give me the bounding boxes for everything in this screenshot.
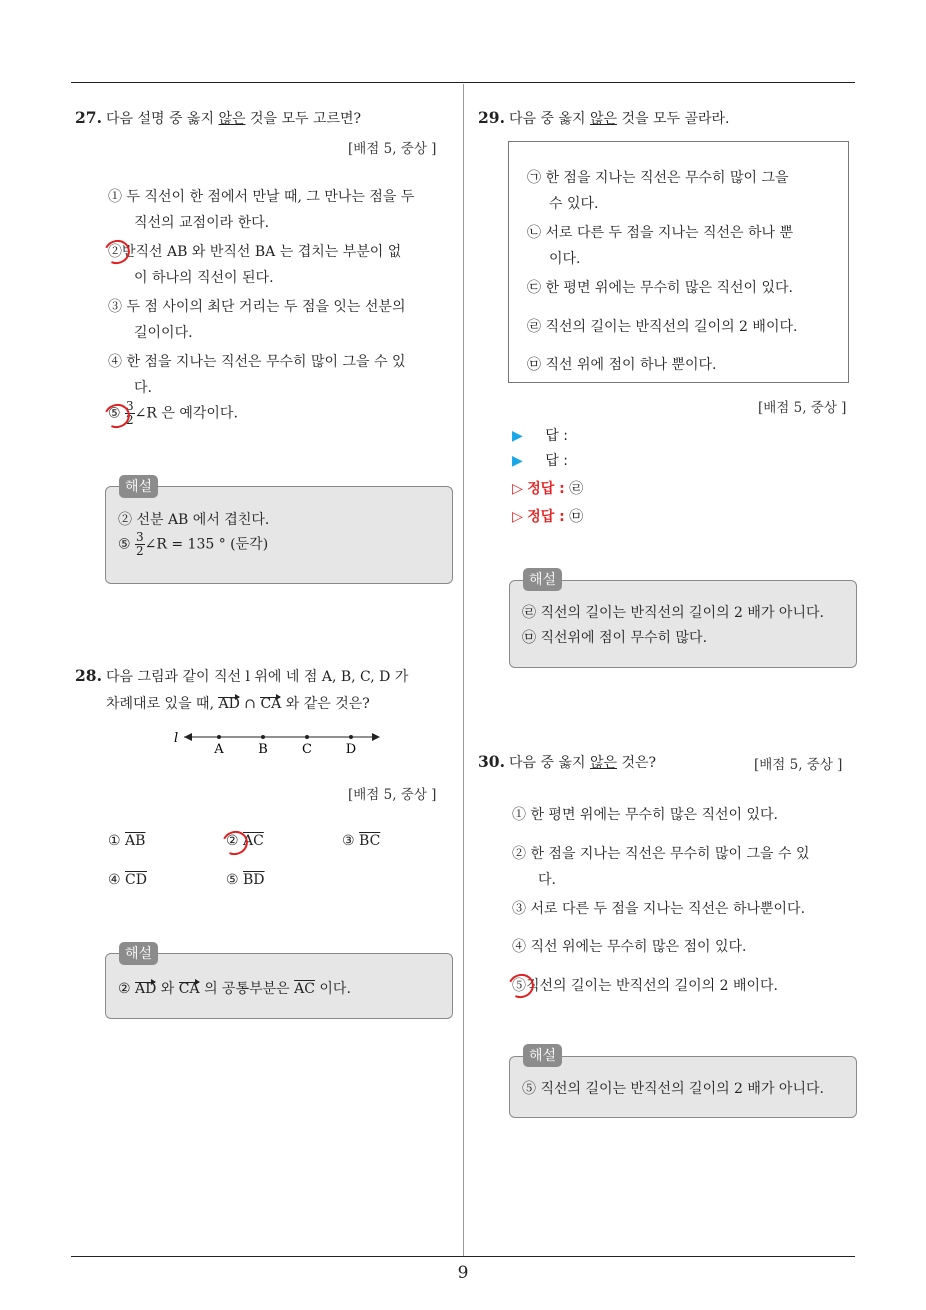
page-number: 9: [457, 1263, 469, 1283]
play-icon: ▶: [512, 453, 523, 469]
q29-key-1: ▷ 정답 : ㉣: [512, 481, 584, 497]
q29-answer-line-1: ▶ 답 :: [512, 428, 568, 444]
q27-solution-line-1: ② 선분 AB 에서 겹친다.: [118, 512, 270, 528]
point-group: [213, 735, 356, 757]
fraction: $\frac{3}{2}$: [136, 530, 144, 558]
q30-option-1: ① 한 평면 위에는 무수히 많은 직선이 있다.: [512, 807, 778, 823]
q28-solution-tag: 해설: [119, 942, 158, 965]
q27-option-5: ⑤ $\frac{3}{2}$ ∠R 은 예각이다.: [108, 399, 238, 427]
q29-stem: 29. 다음 중 옳지 않은 것을 모두 골라라.: [478, 108, 730, 127]
q28-option-3: ③ $\overline{BC}$: [342, 833, 381, 849]
q30-option-3: ③ 서로 다른 두 점을 지나는 직선은 하나뿐이다.: [512, 901, 806, 917]
point-a: [217, 735, 221, 739]
q28-answer-circle: [219, 827, 252, 858]
q27-solution-tag: 해설: [119, 475, 158, 498]
q29-statement-1: ㉠ 한 점을 지나는 직선은 무수히 많이 그을: [527, 170, 789, 186]
q27-option-3-cont: 길이이다.: [134, 325, 193, 341]
q28-meta: [배점 5, 중상 ]: [348, 787, 437, 803]
q29-meta: [배점 5, 중상 ]: [758, 400, 847, 416]
q28-option-2: ② $\overline{AC}$: [226, 833, 264, 849]
q27-meta: [배점 5, 중상 ]: [348, 141, 437, 157]
play-icon: ▶: [512, 428, 523, 444]
left-arrowhead: [184, 733, 192, 741]
q29-statement-box: [508, 141, 849, 383]
q29-statement-1-cont: 수 있다.: [549, 196, 599, 212]
bottom-rule: [71, 1256, 855, 1257]
q28-line-figure: [170, 725, 390, 757]
q28-option-4: ④ $\overline{CD}$: [108, 872, 147, 888]
q27-option-4-cont: 다.: [134, 380, 152, 396]
q29-statement-5: ㉤ 직선 위에 점이 하나 뿐이다.: [527, 357, 717, 373]
q29-statement-2-cont: 이다.: [549, 251, 581, 267]
q27-stem: 27. 다음 설명 중 옳지 않은 것을 모두 고르면?: [75, 108, 362, 127]
point-label-b: B: [258, 742, 268, 757]
q29-answer-line-2: ▶ 답 :: [512, 453, 568, 469]
point-c: [305, 735, 309, 739]
q30-option-2: ② 한 점을 지나는 직선은 무수히 많이 그을 수 있: [512, 846, 810, 862]
q30-solution-box: [509, 1056, 857, 1118]
q30-solution-line-1: ⑤ 직선의 길이는 반직선의 길이의 2 배가 아니다.: [522, 1081, 824, 1097]
point-b: [261, 735, 265, 739]
q28-option-5: ⑤ $\overline{BD}$: [226, 872, 265, 888]
q29-solution-line-2: ㉤ 직선위에 점이 무수히 많다.: [522, 630, 708, 646]
q29-statement-2: ㉡ 서로 다른 두 점을 지나는 직선은 하나 뿐: [527, 225, 793, 241]
q30-solution-tag: 해설: [523, 1044, 562, 1067]
point-label-d: D: [345, 742, 357, 757]
q29-solution-line-1: ㉣ 직선의 길이는 반직선의 길이의 2 배가 아니다.: [522, 605, 824, 621]
q28-option-1: ① $\overline{AB}$: [108, 833, 146, 849]
q27-option-2-cont: 이 하나의 직선이 된다.: [134, 270, 274, 286]
point-label-a: A: [214, 742, 224, 757]
q28-solution-box: [105, 953, 453, 1019]
point-d: [349, 735, 353, 739]
q27-option-1: ① 두 직선이 한 점에서 만날 때, 그 만나는 점을 두: [108, 189, 415, 205]
q27-solution-line-2: ⑤ $\frac{3}{2}$ ∠R = 135 ° (둔각): [118, 530, 269, 558]
q27-solution-box: [105, 486, 453, 584]
column-divider: [463, 84, 464, 1256]
q30-option-4: ④ 직선 위에는 무수히 많은 점이 있다.: [512, 939, 747, 955]
outline-play-icon: ▷: [512, 509, 523, 525]
top-rule: [71, 82, 855, 83]
q30-option-2-cont: 다.: [538, 872, 556, 888]
fraction: $\frac{3}{2}$: [126, 399, 134, 427]
q29-solution-box: [509, 580, 857, 668]
point-label-c: C: [302, 742, 312, 757]
q28-stem-1: 28. 다음 그림과 같이 직선 l 위에 네 점 A, B, C, D 가: [75, 666, 409, 685]
q29-key-2: ▷ 정답 : ㉤: [512, 509, 584, 525]
q27-option-4: ④ 한 점을 지나는 직선은 무수히 많이 그을 수 있: [108, 354, 406, 370]
q29-solution-tag: 해설: [523, 568, 562, 591]
q30-meta: [배점 5, 중상 ]: [754, 757, 843, 773]
right-arrowhead: [372, 733, 380, 741]
q30-option-5: ⑤직선의 길이는 반직선의 길이의 2 배이다.: [512, 978, 778, 994]
outline-play-icon: ▷: [512, 481, 523, 497]
q27-option-2: ②반직선 AB 와 반직선 BA 는 겹치는 부분이 없: [108, 244, 402, 260]
q27-option-3: ③ 두 점 사이의 최단 거리는 두 점을 잇는 선분의: [108, 299, 406, 315]
q29-statement-4: ㉣ 직선의 길이는 반직선의 길이의 2 배이다.: [527, 319, 798, 335]
q28-stem-2: 차례대로 있을 때, AD ∩ CA 와 같은 것은?: [106, 696, 370, 712]
q27-option-1-cont: 직선의 교점이라 한다.: [134, 215, 270, 231]
q29-statement-3: ㉢ 한 평면 위에는 무수히 많은 직선이 있다.: [527, 280, 793, 296]
q28-solution-line: ② AD 와 CA 의 공통부분은 $\overline{AC}$ 이다.: [118, 981, 351, 997]
q30-stem: 30. 다음 중 옳지 않은 것은?: [478, 752, 657, 771]
line-label-l: l: [174, 731, 179, 746]
